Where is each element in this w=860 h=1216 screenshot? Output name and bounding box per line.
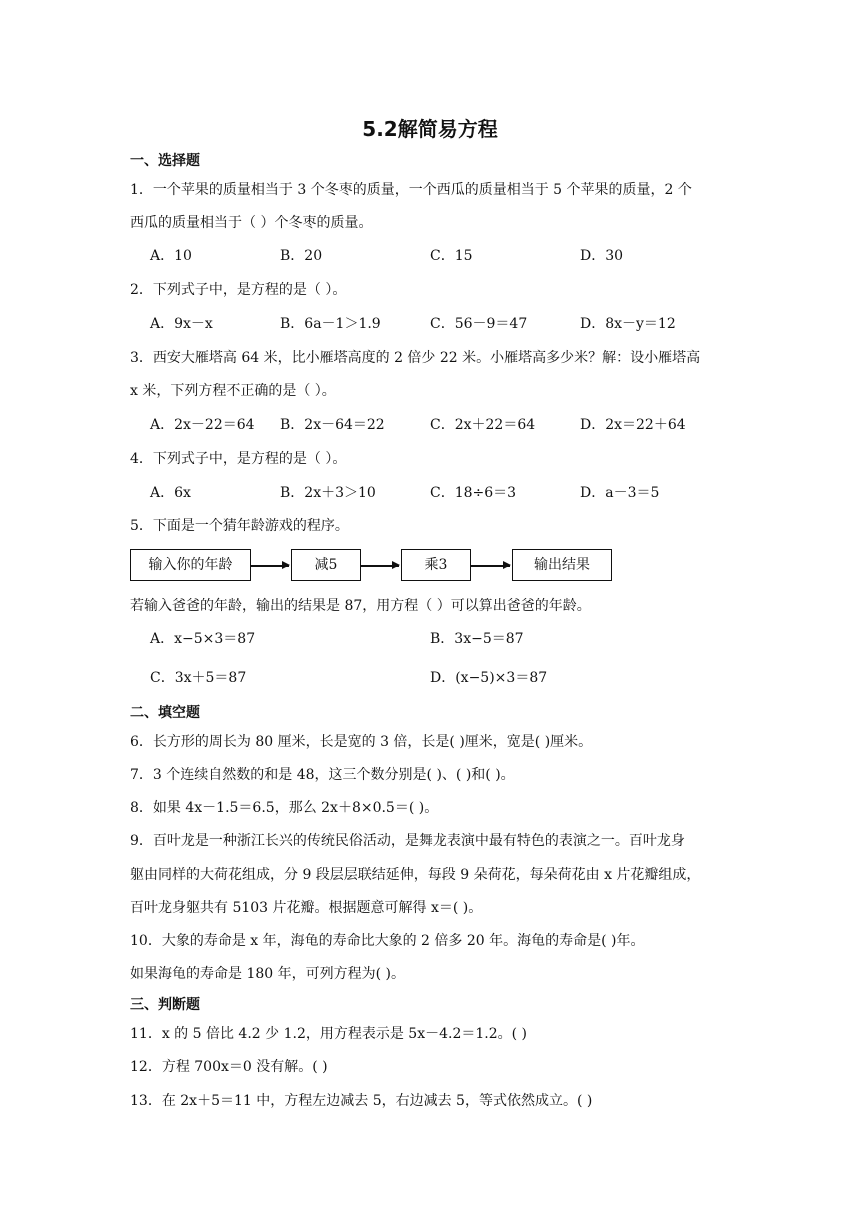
page-title: 5.2解简易方程 <box>362 117 498 141</box>
question-3-option-c[interactable]: C．2x＋22＝64 <box>430 417 536 433</box>
flow-arrow-1 <box>251 565 289 567</box>
question-1-line-2: 西瓜的质量相当于（ ）个冬枣的质量。 <box>130 215 373 231</box>
question-2-option-d[interactable]: D．8x－y＝12 <box>580 316 676 332</box>
question-9-line-2: 躯由同样的大荷花组成，分 9 段层层联结延伸，每段 9 朵荷花，每朵荷花由 x 片花瓣组成， <box>130 867 701 883</box>
question-1-option-d[interactable]: D．30 <box>580 248 624 264</box>
question-3-option-a[interactable]: A．2x－22＝64 <box>150 417 255 433</box>
question-2-option-b[interactable]: B．6a－1＞1.9 <box>280 316 381 332</box>
question-4-line-1: 4．下列式子中，是方程的是（ ）。 <box>130 451 347 467</box>
question-1-option-b[interactable]: B．20 <box>280 248 323 264</box>
question-1-line-1: 1．一个苹果的质量相当于 3 个冬枣的质量，一个西瓜的质量相当于 5 个苹果的质量，2 个 <box>130 182 692 198</box>
question-3-line-2: x 米，下列方程不正确的是（ ）。 <box>130 383 336 399</box>
question-5-line-2: 若输入爸爸的年龄，输出的结果是 87，用方程（ ）可以算出爸爸的年龄。 <box>130 598 591 614</box>
question-2-line-1: 2．下列式子中，是方程的是（ ）。 <box>130 282 347 298</box>
section-heading-true-false: 三、判断题 <box>130 997 200 1013</box>
question-11: 11．x 的 5 倍比 4.2 少 1.2，用方程表示是 5x－4.2＝1.2。( ) <box>130 1026 528 1042</box>
question-3-option-b[interactable]: B．2x－64＝22 <box>280 417 385 433</box>
flow-box-input-age: 输入你的年龄 <box>130 549 251 581</box>
section-heading-choice: 一、选择题 <box>130 153 200 169</box>
section-heading-fill-blank: 二、填空题 <box>130 705 200 721</box>
question-4-option-c[interactable]: C．18÷6＝3 <box>430 485 517 501</box>
question-10-line-2: 如果海龟的寿命是 180 年，可列方程为( )。 <box>130 966 405 982</box>
question-5-option-c[interactable]: C．3x＋5＝87 <box>150 670 247 686</box>
flow-arrow-3 <box>471 565 510 567</box>
question-5-option-d[interactable]: D．(x−5)×3＝87 <box>430 670 548 686</box>
question-8: 8．如果 4x－1.5＝6.5，那么 2x＋8×0.5＝( )。 <box>130 800 439 816</box>
flow-box-times-3: 乘3 <box>401 549 471 581</box>
question-6: 6．长方形的周长为 80 厘米，长是宽的 3 倍，长是( )厘米，宽是( )厘米。 <box>130 734 593 750</box>
question-1-option-c[interactable]: C．15 <box>430 248 473 264</box>
question-9-line-1: 9．百叶龙是一种浙江长兴的传统民俗活动，是舞龙表演中最有特色的表演之一。百叶龙身 <box>130 833 685 849</box>
question-1-option-a[interactable]: A．10 <box>150 248 192 264</box>
question-2-option-a[interactable]: A．9x－x <box>150 316 213 332</box>
question-4-option-b[interactable]: B．2x＋3＞10 <box>280 485 376 501</box>
flow-box-minus-5: 减5 <box>291 549 361 581</box>
question-2-option-c[interactable]: C．56－9＝47 <box>430 316 528 332</box>
question-13: 13．在 2x＋5＝11 中，方程左边减去 5，右边减去 5，等式依然成立。( ) <box>130 1093 593 1109</box>
question-5-option-a[interactable]: A．x−5×3＝87 <box>150 631 256 647</box>
question-4-option-d[interactable]: D．a－3＝5 <box>580 485 660 501</box>
question-10-line-1: 10．大象的寿命是 x 年，海龟的寿命比大象的 2 倍多 20 年。海龟的寿命是( )年。 <box>130 933 645 949</box>
question-12: 12．方程 700x＝0 没有解。( ) <box>130 1059 328 1075</box>
question-3-option-d[interactable]: D．2x＝22＋64 <box>580 417 686 433</box>
question-7: 7．3 个连续自然数的和是 48，这三个数分别是( )、( )和( )。 <box>130 767 515 783</box>
question-5-line-1: 5．下面是一个猜年龄游戏的程序。 <box>130 518 349 534</box>
question-4-option-a[interactable]: A．6x <box>150 485 191 501</box>
flow-box-output: 输出结果 <box>512 549 612 581</box>
question-9-line-3: 百叶龙身躯共有 5103 片花瓣。根据题意可解得 x＝( )。 <box>130 900 483 916</box>
question-5-option-b[interactable]: B．3x−5＝87 <box>430 631 524 647</box>
flow-arrow-2 <box>361 565 399 567</box>
question-3-line-1: 3．西安大雁塔高 64 米，比小雁塔高度的 2 倍少 22 米。小雁塔高多少米？解：设小雁塔高 <box>130 350 701 366</box>
